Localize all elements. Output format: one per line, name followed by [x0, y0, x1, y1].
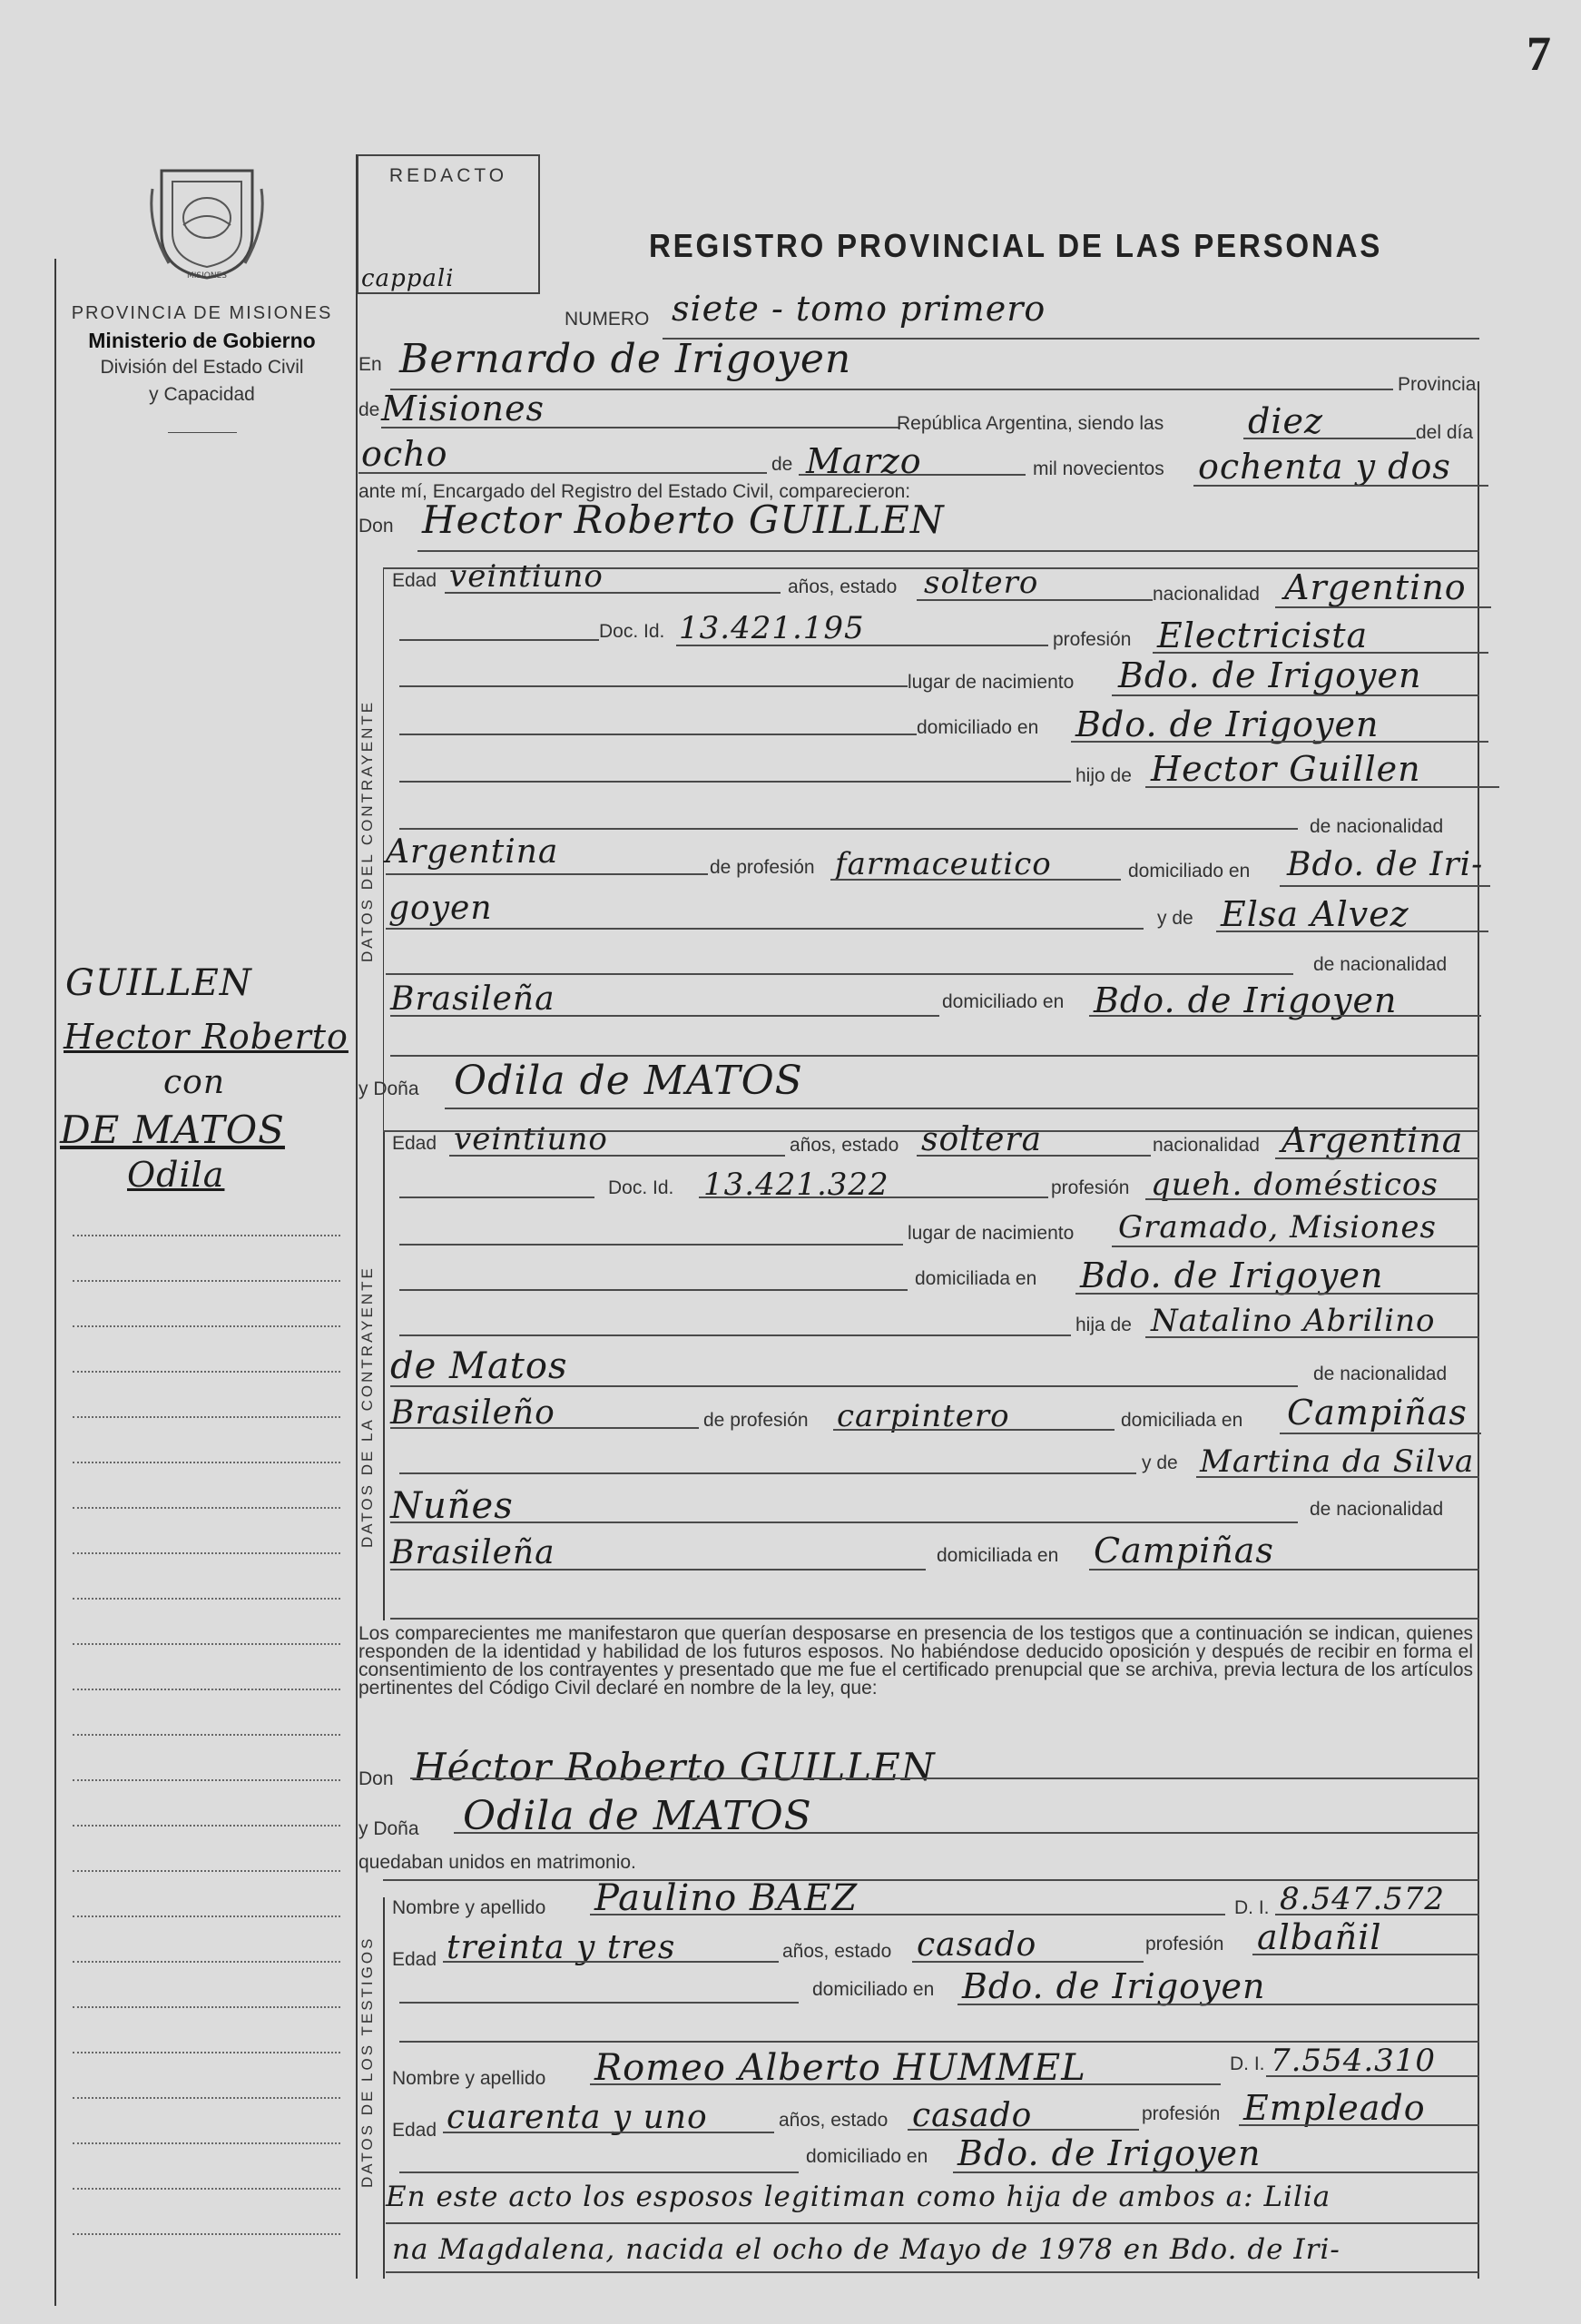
anos-estado-label-2: años, estado	[790, 1135, 899, 1156]
stamp-handwritten: cappali	[361, 265, 455, 292]
contrayente-f-profesion: queh. domésticos	[1151, 1167, 1439, 1203]
org-capacity: y Capacidad	[149, 384, 255, 405]
declaracion-dona: Odila de MATOS	[463, 1793, 812, 1839]
doc-label-2: Doc. Id.	[608, 1177, 674, 1198]
contrayente-f-padre-nac: Brasileño	[390, 1394, 555, 1432]
org-divider	[168, 432, 237, 433]
lugar-nac-label-1: lugar de nacimiento	[908, 672, 1075, 693]
hora-value: diez	[1248, 401, 1323, 441]
vertical-label-contrayente: DATOS DEL CONTRAYENTE	[358, 699, 376, 962]
domiciliado-label-3: domiciliado en	[942, 991, 1065, 1012]
domiciliada-label-1: domiciliada en	[915, 1268, 1037, 1289]
contrayente-f-padre-prof: carpintero	[837, 1398, 1010, 1434]
left-border-line	[54, 259, 56, 2306]
contrayente-madre: Elsa Alvez	[1221, 894, 1409, 934]
provincia-label: Provincia	[1398, 374, 1477, 395]
dona-label-2: y Doña	[358, 1818, 419, 1839]
main-border-line	[356, 154, 358, 2279]
de-profesion-label-2: de profesión	[703, 1410, 809, 1431]
contrayente-lugar-nac: Bdo. de Irigoyen	[1118, 655, 1422, 695]
numero-label: NUMERO	[565, 309, 650, 330]
testigo2-domicilio: Bdo. de Irigoyen	[957, 2133, 1262, 2173]
nombre-label-2: Nombre y apellido	[392, 2068, 546, 2089]
testigo2-profesion: Empleado	[1243, 2088, 1426, 2128]
de-nacionalidad-label-2: de nacionalidad	[1313, 954, 1448, 975]
de-nacionalidad-label-1: de nacionalidad	[1310, 816, 1444, 837]
svg-text:MISIONES: MISIONES	[186, 271, 228, 281]
contrayente-domicilio: Bdo. de Irigoyen	[1075, 704, 1380, 744]
contrayente-edad: veintiuno	[449, 558, 604, 595]
anio-value: ochenta y dos	[1198, 447, 1451, 487]
anos-estado-label-1: años, estado	[788, 576, 898, 597]
de-label: de	[358, 399, 380, 420]
dia-value: ocho	[361, 434, 448, 474]
contrayente-f-doc: 13.421.322	[703, 1167, 889, 1203]
nacionalidad-label-2: nacionalidad	[1153, 1135, 1260, 1156]
nombre-label-1: Nombre y apellido	[392, 1897, 546, 1918]
contrayente-padre-prof: farmaceutico	[835, 846, 1052, 882]
page-title: REGISTRO PROVINCIAL DE LAS PERSONAS	[649, 227, 1383, 264]
margin-note-surname: GUILLEN	[65, 962, 252, 1004]
de-nacionalidad-label-4: de nacionalidad	[1310, 1499, 1444, 1520]
redacto-label: REDACTO	[388, 165, 508, 186]
legitimation-note-line1: En este acto los esposos legitiman como hija de ambos a: Lilia	[386, 2181, 1331, 2213]
contrayente-f-nombre: Odila de MATOS	[454, 1058, 803, 1104]
page-number: 7	[1527, 26, 1551, 81]
contrayente-nacionalidad: Argentino	[1284, 567, 1467, 607]
legitimation-note-line2: na Magdalena, nacida el ocho de Mayo de 1978 en Bdo. de Iri-	[392, 2233, 1340, 2266]
contrayente-f-nacionalidad: Argentina	[1281, 1120, 1464, 1160]
doc-label-1: Doc. Id.	[599, 621, 665, 642]
de-nacionalidad-label-3: de nacionalidad	[1313, 1364, 1448, 1384]
right-border-line	[1478, 381, 1479, 2279]
de-profesion-label-1: de profesión	[710, 857, 815, 878]
anos-estado-label-3: años, estado	[782, 1941, 892, 1962]
testigo2-estado: casado	[912, 2097, 1033, 2134]
domiciliado-label-4: domiciliado en	[812, 1979, 935, 2000]
profesion-label-2: profesión	[1051, 1177, 1130, 1198]
contrayente-padre: Hector Guillen	[1151, 749, 1421, 789]
contrayente-f-edad: veintiuno	[454, 1121, 608, 1157]
provincia-value: Misiones	[381, 389, 545, 428]
testigo2-di: 7.554.310	[1271, 2043, 1437, 2079]
edad-label-2: Edad	[392, 1133, 437, 1154]
misiones-seal-icon	[143, 162, 270, 284]
section3-line	[383, 1897, 385, 2279]
domiciliado-label-2: domiciliado en	[1128, 861, 1251, 881]
hija-de-label: hija de	[1075, 1315, 1132, 1335]
de-month-label: de	[771, 454, 793, 475]
contrayente-padre-dom-b: goyen	[388, 890, 493, 927]
testigo1-estado: casado	[917, 1926, 1037, 1964]
don-label-2: Don	[358, 1768, 394, 1789]
profesion-label-3: profesión	[1145, 1934, 1224, 1955]
vertical-label-testigos: DATOS DE LOS TESTIGOS	[358, 1935, 376, 2188]
domiciliado-label-1: domiciliado en	[917, 717, 1039, 738]
contrayente-profesion: Electricista	[1157, 615, 1369, 655]
contrayente-f-madre-dom: Campiñas	[1094, 1531, 1274, 1571]
contrayente-f-domicilio: Bdo. de Irigoyen	[1080, 1256, 1384, 1295]
contrayente-f-estado: soltera	[921, 1121, 1043, 1158]
dona-label: y Doña	[358, 1078, 419, 1099]
contrayente-madre-nac: Brasileña	[390, 980, 555, 1018]
contrayente-nombre: Hector Roberto GUILLEN	[422, 497, 945, 542]
section2-line	[383, 1130, 385, 1620]
domiciliada-label-3: domiciliada en	[937, 1545, 1059, 1566]
contrayente-estado: soltero	[924, 565, 1039, 601]
contrayente-f-padre-b: de Matos	[390, 1345, 568, 1387]
profesion-label-4: profesión	[1142, 2103, 1221, 2124]
di-label-2: D. I.	[1230, 2053, 1265, 2074]
contrayente-f-padre-dom: Campiñas	[1287, 1393, 1468, 1433]
margin-note-surname2: DE MATOS	[60, 1108, 285, 1152]
republica-label: República Argentina, siendo las	[897, 413, 1164, 434]
hijo-de-label: hijo de	[1075, 765, 1132, 786]
org-division: División del Estado Civil	[100, 357, 304, 378]
del-dia-label: del día	[1416, 422, 1474, 443]
di-label-1: D. I.	[1234, 1897, 1270, 1918]
domiciliado-label-5: domiciliado en	[806, 2146, 928, 2167]
contrayente-padre-dom-a: Bdo. de Iri-	[1287, 846, 1484, 883]
en-label: En	[358, 354, 382, 375]
margin-note-con: con	[163, 1064, 226, 1101]
org-block	[64, 300, 340, 409]
testigo1-edad: treinta y tres	[447, 1929, 676, 1966]
testigo1-nombre: Paulino BAEZ	[594, 1877, 859, 1919]
nacionalidad-label-1: nacionalidad	[1153, 584, 1260, 605]
numero-value: siete - tomo primero	[672, 289, 1046, 329]
quedaban-label: quedaban unidos en matrimonio.	[358, 1852, 636, 1873]
mil-label: mil novecientos	[1033, 458, 1164, 479]
testigo2-nombre: Romeo Alberto HUMMEL	[594, 2047, 1086, 2089]
org-province: PROVINCIA DE MISIONES	[71, 303, 333, 323]
org-ministry: Ministerio de Gobierno	[88, 329, 316, 352]
testigo1-di: 8.547.572	[1280, 1881, 1446, 1917]
profesion-label-1: profesión	[1053, 629, 1132, 650]
contrayente-f-lugar-nac: Gramado, Misiones	[1118, 1209, 1437, 1246]
y-de-label-2: y de	[1142, 1452, 1178, 1473]
testigo2-edad: cuarenta y uno	[447, 2099, 708, 2136]
margin-note-given2: Odila	[127, 1155, 225, 1195]
testigo1-domicilio: Bdo. de Irigoyen	[962, 1966, 1266, 2006]
don-label: Don	[358, 516, 394, 537]
edad-label-4: Edad	[392, 2120, 437, 2141]
vertical-label-contrayente-f: DATOS DE LA CONTRAYENTE	[358, 1265, 376, 1548]
contrayente-f-madre-b: Nuñes	[390, 1485, 514, 1527]
mes-value: Marzo	[806, 441, 922, 481]
anos-estado-label-4: años, estado	[779, 2110, 889, 2131]
declaration-paragraph: Los comparecientes me manifestaron que querían desposarse en presencia de los testigos que a continuación se indican, quienes responden de la identidad y habilidad de los futuros esposos. No habiéndose deducido oposición y después de recibir en forma el consentimiento de los contrayentes y presentado que me fue el certificado prenupcial que se archiva, previa lectura de los artículos pertinentes del Código Civil declaré en nombre de la ley, que:	[358, 1623, 1473, 1699]
declaracion-don: Héctor Roberto GUILLEN	[413, 1745, 936, 1789]
contrayente-f-madre-a: Martina da Silva	[1200, 1443, 1475, 1480]
contrayente-f-madre-nac: Brasileña	[390, 1534, 555, 1571]
contrayente-padre-nac: Argentina	[386, 833, 559, 871]
edad-label-3: Edad	[392, 1949, 437, 1970]
margin-note-given: Hector Roberto	[64, 1017, 349, 1057]
domiciliada-label-2: domiciliada en	[1121, 1410, 1243, 1431]
testigo1-profesion: albañil	[1257, 1917, 1382, 1957]
contrayente-doc: 13.421.195	[679, 610, 865, 646]
contrayente-madre-dom: Bdo. de Irigoyen	[1094, 980, 1398, 1020]
lugar-nac-label-2: lugar de nacimiento	[908, 1223, 1075, 1244]
ante-label: ante mí, Encargado del Registro del Estado Civil, comparecieron:	[358, 481, 911, 502]
edad-label-1: Edad	[392, 570, 437, 591]
en-value: Bernardo de Irigoyen	[399, 336, 852, 382]
contrayente-f-padre-a: Natalino Abrilino	[1151, 1303, 1436, 1339]
y-de-label-1: y de	[1157, 908, 1193, 929]
